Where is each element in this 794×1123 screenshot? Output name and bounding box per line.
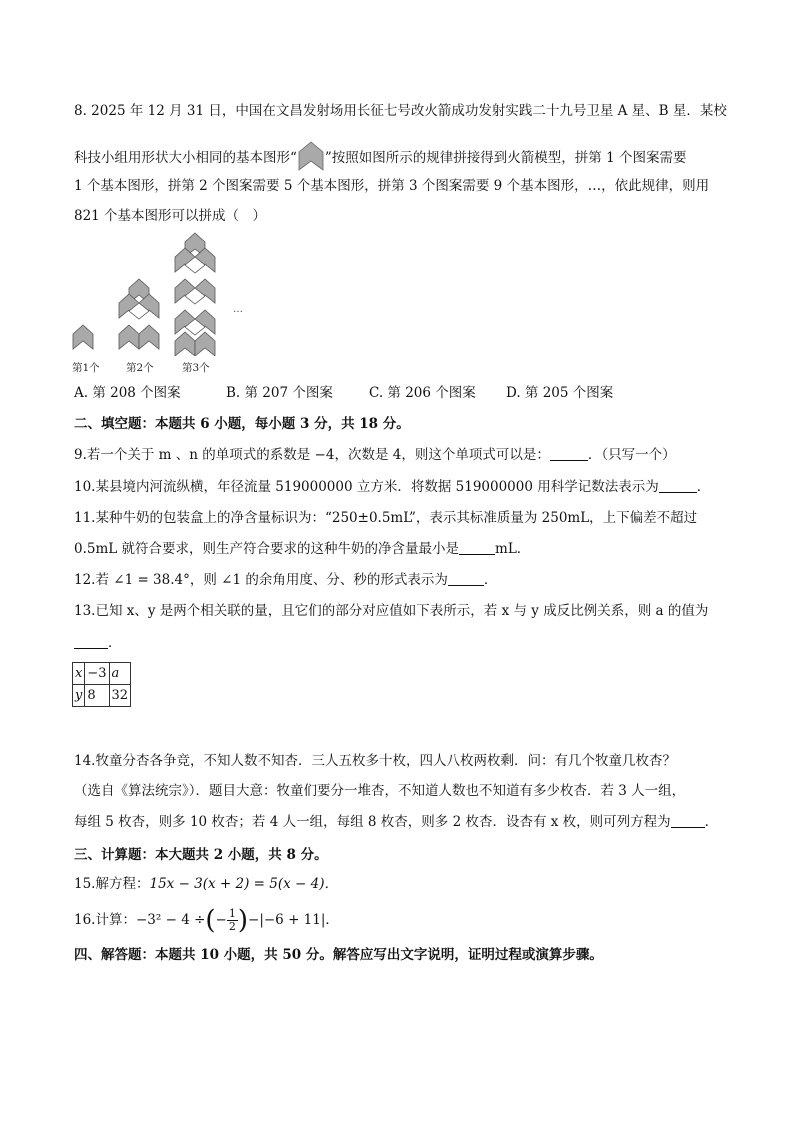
q11-line1: 11.某种牛奶的包装盒上的净含量标识为：“250±0.5mL”，表示其标准质量为 250mL，上下偏差不超过 [74,510,698,526]
q13: 13.已知 x、y 是两个相关联的量，且它们的部分对应值如下表所示，若 x 与 y 成反比例关系，则 a 的值为 [74,603,709,619]
fig-label-2: 第2个 [126,362,154,374]
q9-text: 9.若一个关于 m 、n 的单项式的系数是 −4，次数是 4，则这个单项式可以是： [74,447,550,463]
q15-equation: 15x − 3(x + 2) = 5(x − 4)． [149,876,339,892]
table-row [73,663,131,685]
q12-text: 12.若 ∠1 = 38.4°，则 ∠1 的余角用度、分、秒的形式表示为 [74,572,448,588]
table-row [73,685,131,707]
q14-text: 每组 5 枚杏，则多 10 枚杏；若 4 人一组，每组 8 枚杏，则多 2 枚杏．设杏有 x 枚，则可列方程为 [74,814,671,830]
left-paren: ( [205,905,216,936]
q10-text: 10.某县境内河流纵横，年径流量 519000000 立方米．将数据 519000000 用科学记数法表示为 [74,479,659,495]
q15-prefix: 15.解方程： [74,876,150,892]
q9 [74,445,676,465]
q10-tail: ． [696,479,711,495]
q14-line3 [74,812,718,832]
fig-label-1: 第1个 [72,362,100,374]
q8-line2-pre: 科技小组用形状大小相同的基本图形“ [74,150,297,166]
q14-line2: （选自《算法统宗》）．题目大意：牧童们要分一堆杏，不知道人数也不知道有多少枚杏．若 3 人一组， [74,783,686,799]
q12-tail: ． [483,572,498,588]
option-d[interactable]: D. 第 205 个图案 [506,385,614,401]
table-cell: 32 [109,685,131,707]
q11-line2 [74,539,530,559]
table-cell: x [73,663,85,685]
fraction-numerator: 1 [228,907,236,920]
q8-line3: 1 个基本图形，拼第 2 个图案需要 5 个基本图形，拼第 3 个图案需要 9 个基本图形，…，依此规律，则用 [74,178,710,194]
q8-options [74,383,613,403]
option-b[interactable]: B. 第 207 个图案 [226,385,333,401]
q8-line1: 8. 2025 年 12 月 31 日，中国在文昌发射场用长征七号改火箭成功发射实践二十九号卫星 A 星、B 星．某校 [74,103,727,119]
option-a[interactable]: A. 第 208 个图案 [74,385,181,401]
q9-tail: ．（只写一个） [587,447,676,463]
q14-line1: 14.牧童分杏各争竞，不知人数不知杏．三人五枚多十枚，四人八枚两枚剩．问：有几个牧童几枚杏？ [74,753,676,769]
q11-answer-blank[interactable] [459,540,495,555]
q14-answer-blank[interactable] [671,813,705,828]
q11-text: 0.5mL 就符合要求，则生产符合要求的这种牛奶的净含量最小是 [74,541,460,557]
table-cell: a [109,663,131,685]
table-cell: 8 [85,685,109,707]
rocket-pattern-figure [70,228,270,378]
right-paren: ) [237,905,249,936]
table-cell: y [73,685,85,707]
q13-tail: ． [108,635,122,651]
q16: 16.计算：−3² − 4 ÷(− $\frac{1}{2}$ )−|−6 + 11|． [74,905,339,936]
q13-blank-line [74,633,122,653]
section4-heading: 四、解答题：本题共 10 小题，共 50 分。解答应写出文字说明，证明过程或演算步骤。 [74,947,603,963]
q16-expr-b: −|−6 + 11|． [248,912,339,928]
pattern3 [175,233,215,356]
q16-expr-a: −3² − 4 ÷ [135,912,206,928]
q13-answer-blank[interactable] [74,634,108,649]
fraction-denominator: 2 [228,920,236,933]
option-c[interactable]: C. 第 206 个图案 [369,385,476,401]
q16-prefix: 16.计算： [74,912,136,928]
section3-heading: 三、计算题：本大题共 2 小题，共 8 分。 [74,847,328,863]
q10 [74,477,710,497]
q8-line2-post: ”按照如图所示的规律拼接得到火箭模型，拼第 1 个图案需要 [324,150,687,166]
q9-answer-blank[interactable] [550,446,588,461]
q11-tail: mL． [495,541,531,557]
q12-answer-blank[interactable] [448,571,484,586]
pattern2 [119,279,159,349]
pattern1-shape [73,325,93,349]
q15 [74,874,338,894]
q8-line4: 821 个基本图形可以拼成（ ） [74,208,267,224]
pattern-ellipsis: … [233,304,243,315]
q10-answer-blank[interactable] [659,478,697,493]
table-cell: −3 [85,663,109,685]
basic-shape-icon [297,141,325,171]
rocket-pattern-svg [70,228,270,356]
fig-label-3: 第3个 [182,362,210,374]
q16-fraction [227,908,238,933]
q8-line2 [74,141,686,171]
section2-heading: 二、填空题：本题共 6 小题，每小题 3 分，共 18 分。 [74,416,410,432]
xy-table [72,662,131,707]
q14-tail: ． [704,814,719,830]
q12 [74,570,497,590]
